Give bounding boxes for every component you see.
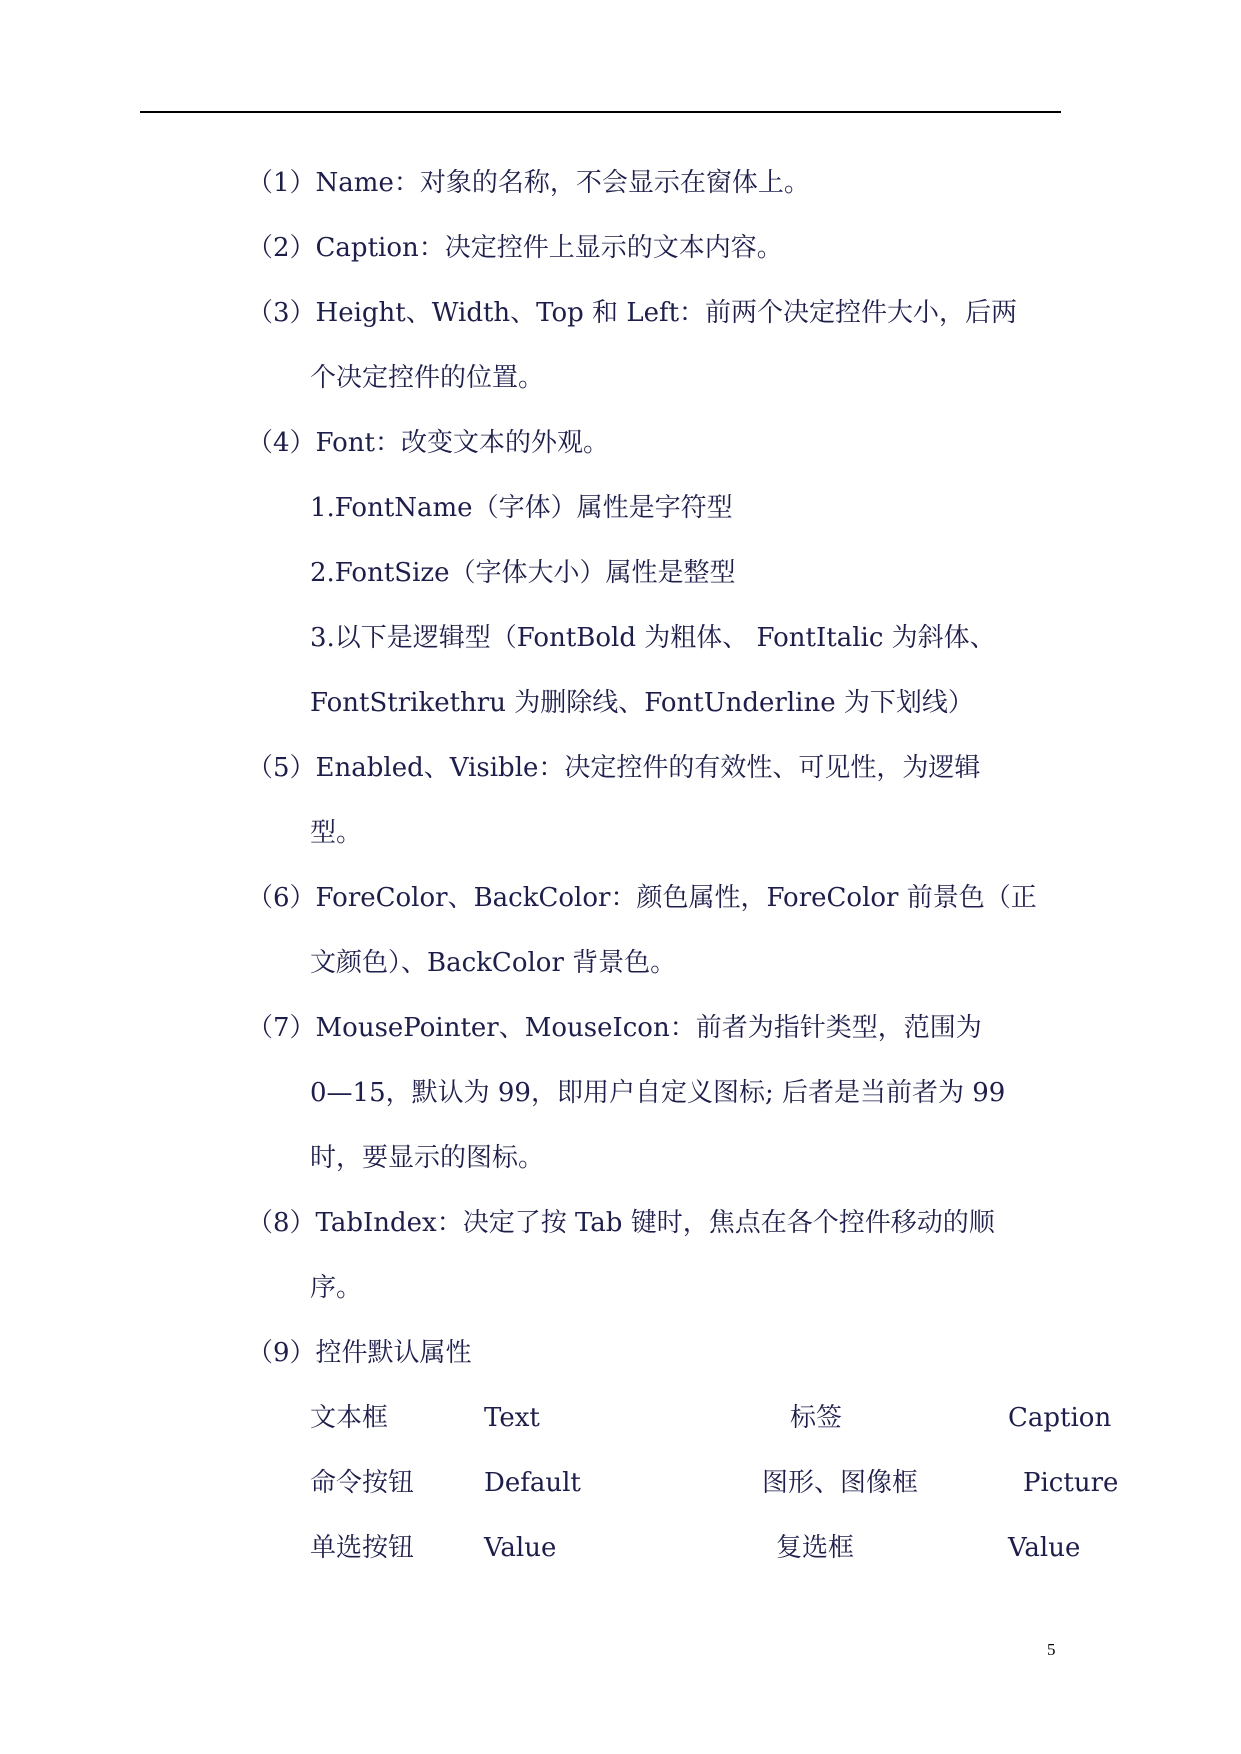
text-line-11: 型。 (310, 818, 363, 848)
header-rule (140, 111, 1061, 113)
text-line-2: （2）Caption：决定控件上显示的文本内容。 (247, 233, 783, 263)
text-line-14: （7）MousePointer、MouseIcon：前者为指针类型，范围为 (247, 1013, 982, 1043)
text-line-10: （5）Enabled、Visible：决定控件的有效性、可见性，为逻辑 (247, 753, 981, 783)
text-line-18: 序。 (310, 1273, 363, 1303)
text-line-6: 1.FontName（字体）属性是字符型 (310, 493, 733, 523)
default-property: Text (484, 1403, 540, 1433)
control-name: 复选框 (776, 1533, 855, 1563)
text-line-16: 时，要显示的图标。 (310, 1143, 545, 1173)
text-line-12: （6）ForeColor、BackColor：颜色属性，ForeColor 前景色（正 (247, 883, 1037, 913)
text-line-17: （8）TabIndex：决定了按 Tab 键时，焦点在各个控件移动的顺 (247, 1208, 995, 1238)
default-property: Default (484, 1468, 581, 1498)
text-line-9: FontStrikethru 为删除线、FontUnderline 为下划线） (310, 688, 974, 718)
text-line-1: （1）Name：对象的名称，不会显示在窗体上。 (247, 168, 810, 198)
control-name: 单选按钮 (310, 1533, 415, 1563)
control-name: 命令按钮 (310, 1468, 415, 1498)
text-line-13: 文颜色）、BackColor 背景色。 (310, 948, 677, 978)
text-line-4: 个决定控件的位置。 (310, 363, 545, 393)
page-number: 5 (1047, 1640, 1056, 1659)
default-property: Value (484, 1533, 557, 1563)
control-name: 标签 (790, 1403, 843, 1433)
control-name: 图形、图像框 (762, 1468, 919, 1498)
text-line-15: 0—15，默认为 99，即用户自定义图标; 后者是当前者为 99 (310, 1078, 1006, 1108)
control-name: 文本框 (310, 1403, 389, 1433)
default-property: Picture (1023, 1468, 1119, 1498)
text-line-7: 2.FontSize（字体大小）属性是整型 (310, 558, 736, 588)
default-property: Value (1008, 1533, 1081, 1563)
text-line-5: （4）Font：改变文本的外观。 (247, 428, 610, 458)
text-line-8: 3.以下是逻辑型（FontBold 为粗体、 FontItalic 为斜体、 (310, 623, 996, 653)
default-property: Caption (1008, 1403, 1112, 1433)
text-line-19: （9）控件默认属性 (247, 1338, 472, 1368)
text-line-3: （3）Height、Width、Top 和 Left：前两个决定控件大小，后两 (247, 298, 1018, 328)
